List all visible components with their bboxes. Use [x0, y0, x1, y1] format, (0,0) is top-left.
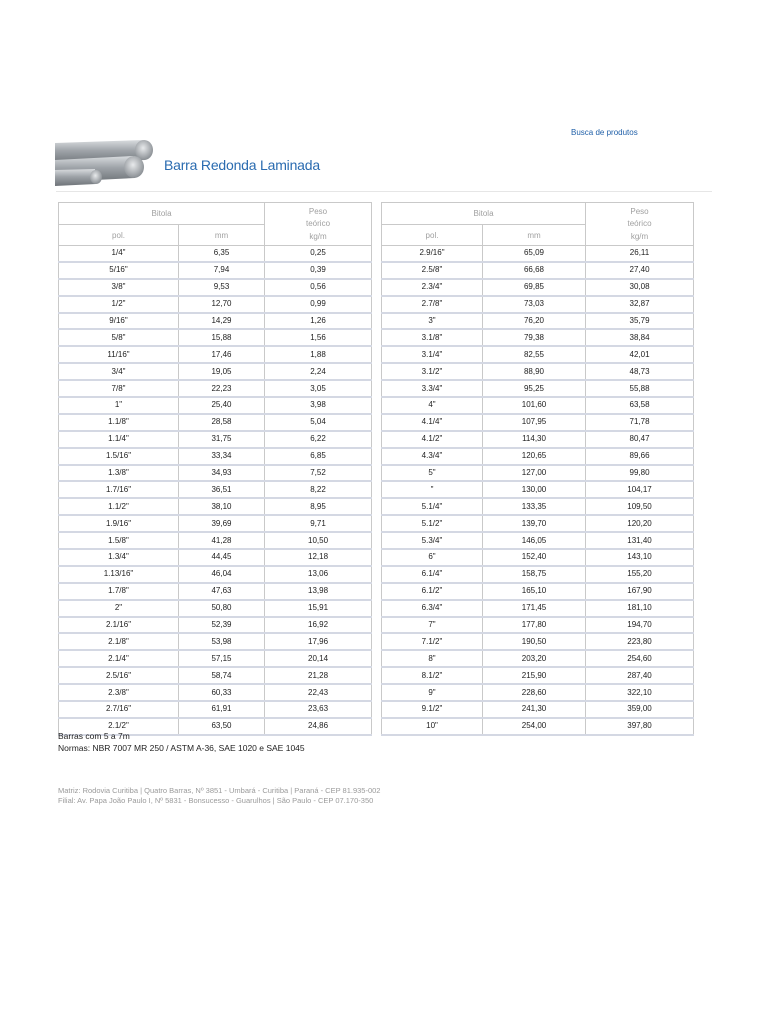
- cell-peso: 194,70: [586, 617, 694, 634]
- cell-pol: 1.5/8": [59, 532, 179, 549]
- table-row: [59, 465, 372, 482]
- table-row: [382, 633, 694, 650]
- header-pol: pol.: [59, 225, 179, 246]
- cell-pol: 8.1/2": [382, 667, 483, 684]
- cell-mm: 158,75: [483, 566, 586, 583]
- cell-mm: 88,90: [483, 363, 586, 380]
- table-row: [59, 600, 372, 617]
- footer-filial: Filial: Av. Papa João Paulo I, Nº 5831 - Bonsucesso - Guarulhos | São Paulo - CEP 07.170-350: [58, 796, 374, 805]
- cell-mm: 17,46: [179, 346, 265, 363]
- cell-mm: 38,10: [179, 498, 265, 515]
- cell-pol: 2.9/16": [382, 246, 483, 262]
- cell-peso: 7,52: [265, 465, 372, 482]
- cell-mm: 120,65: [483, 448, 586, 465]
- cell-mm: 22,23: [179, 380, 265, 397]
- table-row: [59, 279, 372, 296]
- cell-pol: 1.7/8": [59, 583, 179, 600]
- table-body-left: [59, 246, 372, 735]
- table-row: [59, 448, 372, 465]
- table-body-right: [382, 246, 694, 735]
- cell-peso: 13,06: [265, 566, 372, 583]
- table-row: [59, 380, 372, 397]
- table-row: [59, 633, 372, 650]
- table-row: [59, 346, 372, 363]
- cell-peso: 104,17: [586, 481, 694, 498]
- cell-peso: 15,91: [265, 600, 372, 617]
- cell-pol: 5/16": [59, 262, 179, 279]
- cell-peso: 26,11: [586, 246, 694, 262]
- cell-peso: 254,60: [586, 650, 694, 667]
- cell-peso: 359,00: [586, 701, 694, 718]
- cell-peso: 35,79: [586, 313, 694, 330]
- cell-mm: 133,35: [483, 498, 586, 515]
- cell-peso: 32,87: [586, 296, 694, 313]
- cell-peso: 24,86: [265, 718, 372, 735]
- cell-peso: 99,80: [586, 465, 694, 482]
- cell-peso: 0,56: [265, 279, 372, 296]
- cell-peso: 397,80: [586, 718, 694, 735]
- cell-peso: 287,40: [586, 667, 694, 684]
- cell-mm: 25,40: [179, 397, 265, 414]
- cell-pol: 2.1/4": [59, 650, 179, 667]
- cell-pol: 3/4": [59, 363, 179, 380]
- table-row: [59, 414, 372, 431]
- cell-peso: 1,56: [265, 329, 372, 346]
- cell-peso: 6,22: [265, 431, 372, 448]
- table-row: [59, 262, 372, 279]
- cell-peso: 9,71: [265, 515, 372, 532]
- cell-mm: 52,39: [179, 617, 265, 634]
- cell-pol: 3.1/2": [382, 363, 483, 380]
- header-peso: [265, 203, 372, 246]
- table-row: [59, 329, 372, 346]
- table-row: [382, 431, 694, 448]
- cell-peso: 42,01: [586, 346, 694, 363]
- cell-mm: 15,88: [179, 329, 265, 346]
- cell-mm: 130,00: [483, 481, 586, 498]
- cell-peso: 1,88: [265, 346, 372, 363]
- cell-mm: 171,45: [483, 600, 586, 617]
- cell-pol: 2.7/16": [59, 701, 179, 718]
- header-pol: pol.: [382, 225, 483, 246]
- cell-mm: 203,20: [483, 650, 586, 667]
- table-row: [59, 363, 372, 380]
- cell-peso: 22,43: [265, 684, 372, 701]
- table-row: [59, 617, 372, 634]
- cell-peso: 0,39: [265, 262, 372, 279]
- cell-peso: 63,58: [586, 397, 694, 414]
- cell-mm: 69,85: [483, 279, 586, 296]
- cell-mm: 107,95: [483, 414, 586, 431]
- cell-pol: 2.5/8": [382, 262, 483, 279]
- cell-pol: 1.3/4": [59, 549, 179, 566]
- table-row: [382, 313, 694, 330]
- cell-peso: 3,05: [265, 380, 372, 397]
- cell-peso: 3,98: [265, 397, 372, 414]
- table-row: [59, 313, 372, 330]
- cell-pol: 2.1/2": [59, 718, 179, 735]
- cell-pol: 2.7/8": [382, 296, 483, 313]
- header-mm: mm: [483, 225, 586, 246]
- cell-pol: 1.3/8": [59, 465, 179, 482]
- cell-peso: 0,25: [265, 246, 372, 262]
- cell-mm: 241,30: [483, 701, 586, 718]
- cell-peso: 27,40: [586, 262, 694, 279]
- cell-peso: 2,24: [265, 363, 372, 380]
- table-row: [382, 718, 694, 735]
- cell-peso: 48,73: [586, 363, 694, 380]
- cell-peso: 55,88: [586, 380, 694, 397]
- cell-pol: 2": [59, 600, 179, 617]
- table-row: [382, 617, 694, 634]
- product-notes: [58, 730, 305, 754]
- cell-peso: 167,90: [586, 583, 694, 600]
- cell-mm: 60,33: [179, 684, 265, 701]
- cell-mm: 19,05: [179, 363, 265, 380]
- table-row: [59, 532, 372, 549]
- header-peso-line3: kg/m: [630, 231, 649, 241]
- cell-peso: 155,20: [586, 566, 694, 583]
- cell-peso: 322,10: [586, 684, 694, 701]
- cell-mm: 101,60: [483, 397, 586, 414]
- cell-pol: 5/8": [59, 329, 179, 346]
- cell-mm: 139,70: [483, 515, 586, 532]
- cell-pol: 1.5/16": [59, 448, 179, 465]
- cell-pol: 7/8": [59, 380, 179, 397]
- cell-mm: 95,25: [483, 380, 586, 397]
- cell-peso: 21,28: [265, 667, 372, 684]
- cell-mm: 9,53: [179, 279, 265, 296]
- cell-mm: 228,60: [483, 684, 586, 701]
- bitola-table-right: [381, 202, 694, 736]
- title-divider: [56, 191, 712, 192]
- cell-pol: 3": [382, 313, 483, 330]
- cell-peso: 109,50: [586, 498, 694, 515]
- table-row: [59, 583, 372, 600]
- cell-mm: 82,55: [483, 346, 586, 363]
- table-row: [382, 397, 694, 414]
- cell-mm: 50,80: [179, 600, 265, 617]
- table-row: [382, 583, 694, 600]
- cell-peso: 17,96: [265, 633, 372, 650]
- cell-pol: 3/8": [59, 279, 179, 296]
- cell-peso: 6,85: [265, 448, 372, 465]
- cell-mm: 6,35: [179, 246, 265, 262]
- table-row: [59, 566, 372, 583]
- table-row: [382, 465, 694, 482]
- table-row: [59, 650, 372, 667]
- cell-pol: 1/4": [59, 246, 179, 262]
- cell-peso: 38,84: [586, 329, 694, 346]
- cell-pol: 7": [382, 617, 483, 634]
- table-row: [59, 684, 372, 701]
- bitola-table-left: [58, 202, 372, 736]
- header-peso-line2: teórico: [306, 219, 331, 229]
- cell-pol: 4": [382, 397, 483, 414]
- cell-mm: 146,05: [483, 532, 586, 549]
- table-row: [382, 684, 694, 701]
- table-row: [382, 363, 694, 380]
- notes-length: Barras com 5 a 7m: [58, 731, 130, 741]
- cell-mm: 215,90: [483, 667, 586, 684]
- cell-pol: 5.1/4": [382, 498, 483, 515]
- table-row: [59, 498, 372, 515]
- table-row: [382, 549, 694, 566]
- cell-peso: 23,63: [265, 701, 372, 718]
- cell-mm: 127,00: [483, 465, 586, 482]
- cell-mm: 165,10: [483, 583, 586, 600]
- cell-peso: 8,22: [265, 481, 372, 498]
- cell-pol: 1.1/4": [59, 431, 179, 448]
- cell-peso: 20,14: [265, 650, 372, 667]
- search-products-link[interactable]: Busca de produtos: [571, 128, 638, 137]
- table-row: [382, 414, 694, 431]
- cell-pol: 2.1/16": [59, 617, 179, 634]
- cell-peso: 16,92: [265, 617, 372, 634]
- table-row: [59, 431, 372, 448]
- cell-mm: 63,50: [179, 718, 265, 735]
- header-peso-line1: Peso: [308, 206, 328, 216]
- cell-mm: 73,03: [483, 296, 586, 313]
- cell-pol: 6.1/2": [382, 583, 483, 600]
- cell-peso: 80,47: [586, 431, 694, 448]
- table-row: [382, 346, 694, 363]
- footer-addresses: [58, 786, 380, 806]
- cell-mm: 76,20: [483, 313, 586, 330]
- cell-peso: 89,66: [586, 448, 694, 465]
- cell-pol: 1.7/16": [59, 481, 179, 498]
- cell-pol: 8": [382, 650, 483, 667]
- table-row: [382, 532, 694, 549]
- table-row: [382, 498, 694, 515]
- cell-mm: 7,94: [179, 262, 265, 279]
- table-row: [382, 380, 694, 397]
- cell-mm: 152,40: [483, 549, 586, 566]
- cell-peso: 10,50: [265, 532, 372, 549]
- cell-peso: 30,08: [586, 279, 694, 296]
- cell-mm: 46,04: [179, 566, 265, 583]
- cell-mm: 58,74: [179, 667, 265, 684]
- cell-pol: 9/16": [59, 313, 179, 330]
- cell-pol: 1.13/16": [59, 566, 179, 583]
- table-row: [59, 481, 372, 498]
- round-bars-image: [55, 140, 155, 186]
- footer-matriz: Matriz: Rodovia Curitiba | Quatro Barras, Nº 3851 - Umbará - Curitiba | Paraná - CEP 81.935-002: [58, 786, 381, 795]
- cell-mm: 177,80: [483, 617, 586, 634]
- table-row: [382, 566, 694, 583]
- cell-pol: 4.1/2": [382, 431, 483, 448]
- cell-mm: 28,58: [179, 414, 265, 431]
- header-peso-line3: kg/m: [309, 231, 327, 241]
- header-peso: [586, 203, 694, 246]
- cell-pol: 1": [59, 397, 179, 414]
- notes-standards: Normas: NBR 7007 MR 250 / ASTM A-36, SAE 1020 e SAE 1045: [58, 743, 305, 753]
- cell-mm: 39,69: [179, 515, 265, 532]
- cell-mm: 57,15: [179, 650, 265, 667]
- table-row: [59, 549, 372, 566]
- cell-mm: 190,50: [483, 633, 586, 650]
- table-row: [382, 650, 694, 667]
- cell-pol: 9": [382, 684, 483, 701]
- cell-pol: 1/2": [59, 296, 179, 313]
- cell-mm: 114,30: [483, 431, 586, 448]
- cell-pol: 4.3/4": [382, 448, 483, 465]
- cell-mm: 254,00: [483, 718, 586, 735]
- cell-peso: 13,98: [265, 583, 372, 600]
- cell-mm: 47,63: [179, 583, 265, 600]
- cell-peso: 12,18: [265, 549, 372, 566]
- cell-mm: 36,51: [179, 481, 265, 498]
- table-row: [59, 296, 372, 313]
- table-row: [382, 279, 694, 296]
- table-row: [382, 262, 694, 279]
- header-bitola: Bitola: [59, 203, 265, 225]
- cell-peso: 181,10: [586, 600, 694, 617]
- cell-pol: 3.1/4": [382, 346, 483, 363]
- cell-pol: 4.1/4": [382, 414, 483, 431]
- cell-peso: 120,20: [586, 515, 694, 532]
- cell-mm: 12,70: [179, 296, 265, 313]
- cell-pol: 9.1/2": [382, 701, 483, 718]
- cell-pol: 5.1/2": [382, 515, 483, 532]
- table-row: [59, 701, 372, 718]
- cell-mm: 79,38: [483, 329, 586, 346]
- cell-pol: 2.3/4": [382, 279, 483, 296]
- table-row: [382, 296, 694, 313]
- cell-mm: 66,68: [483, 262, 586, 279]
- cell-peso: 8,95: [265, 498, 372, 515]
- cell-pol: 5.3/4": [382, 532, 483, 549]
- header-bitola: Bitola: [382, 203, 586, 225]
- cell-mm: 53,98: [179, 633, 265, 650]
- table-row: [382, 701, 694, 718]
- cell-pol: 11/16": [59, 346, 179, 363]
- page-title: Barra Redonda Laminada: [164, 157, 320, 173]
- cell-peso: 223,80: [586, 633, 694, 650]
- cell-pol: 2.1/8": [59, 633, 179, 650]
- cell-mm: 65,09: [483, 246, 586, 262]
- cell-peso: 131,40: [586, 532, 694, 549]
- cell-pol: 3.1/8": [382, 329, 483, 346]
- cell-peso: 5,04: [265, 414, 372, 431]
- cell-mm: 33,34: [179, 448, 265, 465]
- cell-peso: 71,78: [586, 414, 694, 431]
- table-row: [382, 667, 694, 684]
- table-row: [382, 600, 694, 617]
- cell-pol: ": [382, 481, 483, 498]
- cell-pol: 10": [382, 718, 483, 735]
- cell-pol: 1.1/8": [59, 414, 179, 431]
- cell-pol: 1.1/2": [59, 498, 179, 515]
- table-row: [59, 397, 372, 414]
- cell-pol: 2.3/8": [59, 684, 179, 701]
- header-peso-line1: Peso: [630, 206, 649, 216]
- header-peso-line2: teórico: [627, 219, 652, 229]
- cell-pol: 7.1/2": [382, 633, 483, 650]
- table-row: [382, 246, 694, 262]
- table-row: [382, 481, 694, 498]
- cell-pol: 5": [382, 465, 483, 482]
- cell-peso: 0,99: [265, 296, 372, 313]
- table-row: [59, 246, 372, 262]
- cell-pol: 2.5/16": [59, 667, 179, 684]
- cell-mm: 41,28: [179, 532, 265, 549]
- cell-mm: 31,75: [179, 431, 265, 448]
- cell-mm: 44,45: [179, 549, 265, 566]
- cell-pol: 3.3/4": [382, 380, 483, 397]
- cell-mm: 14,29: [179, 313, 265, 330]
- cell-pol: 6": [382, 549, 483, 566]
- table-row: [59, 667, 372, 684]
- table-row: [382, 329, 694, 346]
- cell-pol: 1.9/16": [59, 515, 179, 532]
- cell-pol: 6.1/4": [382, 566, 483, 583]
- table-row: [382, 515, 694, 532]
- table-row: [59, 515, 372, 532]
- cell-mm: 34,93: [179, 465, 265, 482]
- cell-pol: 6.3/4": [382, 600, 483, 617]
- cell-peso: 143,10: [586, 549, 694, 566]
- cell-mm: 61,91: [179, 701, 265, 718]
- header-mm: mm: [179, 225, 265, 246]
- table-row: [382, 448, 694, 465]
- cell-peso: 1,26: [265, 313, 372, 330]
